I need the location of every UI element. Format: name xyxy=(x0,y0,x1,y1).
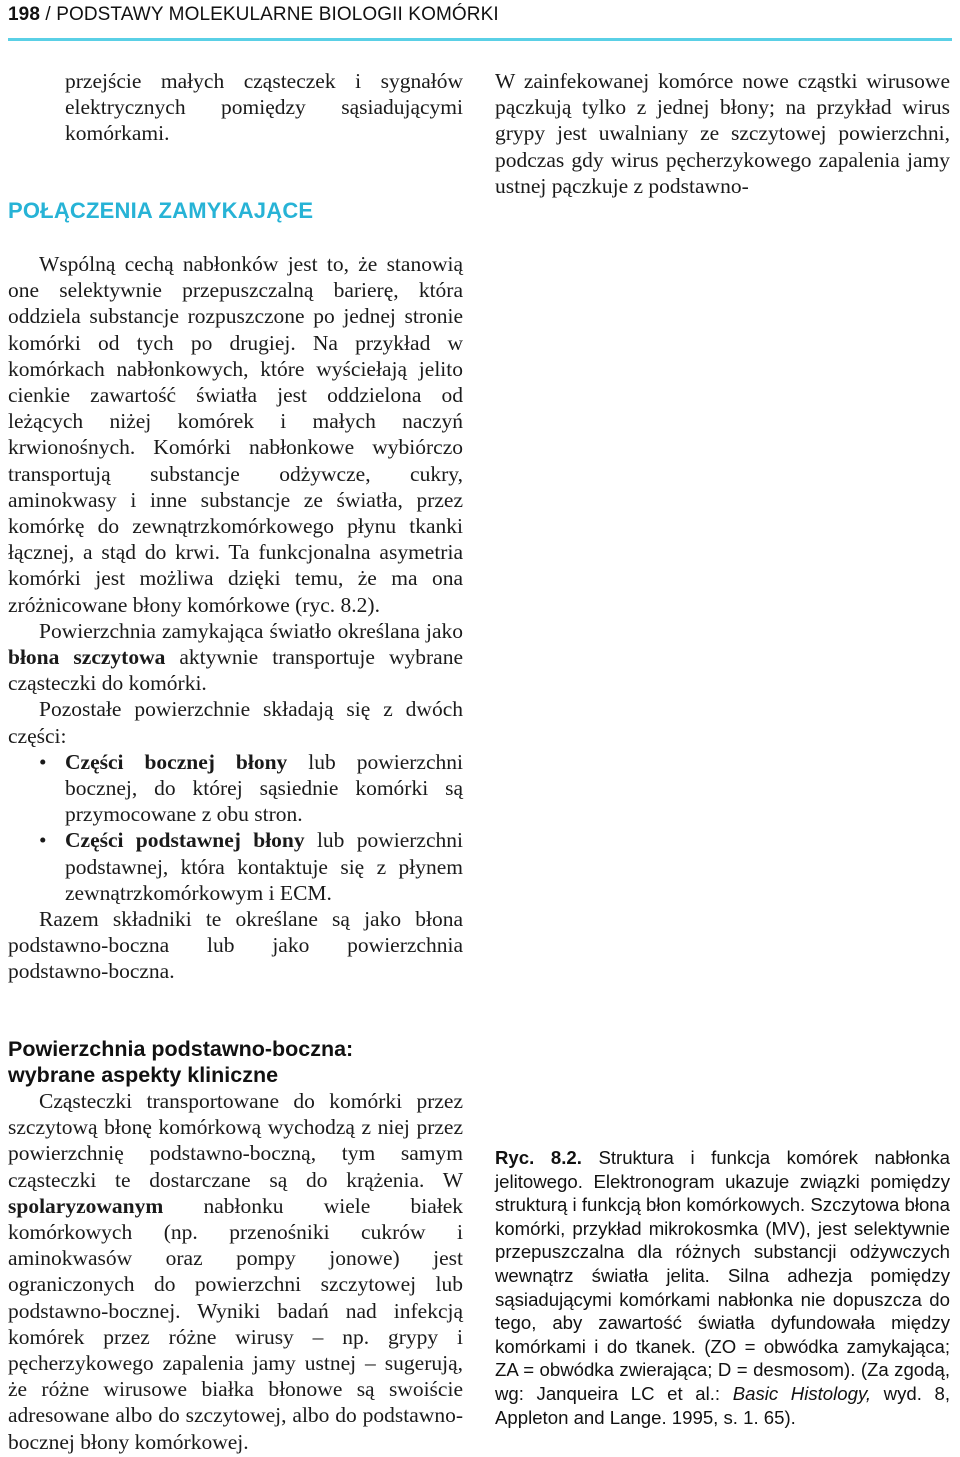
bullet-icon: • xyxy=(39,828,47,853)
right-column-top xyxy=(495,68,950,199)
list-item-basal: • Części podstawnej błony lub powierzchni podstawnej, która kontaktuje się z płynem zewnątrzkomórkowym i ECM. xyxy=(39,828,463,905)
paragraph-barrier: Wspólną cechą nabłonków jest to, że stanowią one selektywnie przepuszczalną barierę, która oddziela substancje rozpuszczone po jednej stronie komórki od tych po drugiej. Na przykład w komórkach nabłonkowych, które wyściełają jelito cienkie zawartość światła jest oddzielona od leżących niżej komórek i małych naczyń krwionośnych. Komórki nabłonkowe wybiórczo transportują substancje odżywcze, cukry, aminokwasy i inne substancje ze światła, przez komórkę do zewnątrzkomórkowego płynu tkanki łącznej, a stąd do krwi. Ta funkcjonalna asymetria komórki jest możliwa dzięki temu, że ma ona zróżnicowane błony komórkowe (ryc. 8.2). xyxy=(8,252,463,617)
left-column-main xyxy=(8,251,463,985)
page-number: 198 xyxy=(8,4,41,25)
term-lateral: Części bocznej błony xyxy=(65,749,288,774)
bullet-icon: • xyxy=(39,749,47,774)
paragraph-apical: Powierzchnia zamykająca światło określana jako błona szczytowa aktywnie transportuje wybrane cząsteczki do komórki. xyxy=(8,618,463,696)
header-rule xyxy=(8,38,952,41)
paragraph-basolateral: Razem składniki te określane są jako błona podstawno-boczna lub jako powierzchnia podstawno-boczna. xyxy=(8,907,463,984)
left-column-top xyxy=(65,68,463,147)
membrane-parts-list xyxy=(8,749,463,906)
figure-label: Ryc. 8.2. xyxy=(495,1147,582,1168)
clinical-heading-line1: Powierzchnia podstawno-boczna: xyxy=(8,1037,354,1061)
term-basal: Części podstawnej błony xyxy=(65,828,305,853)
continued-paragraph: przejście małych cząsteczek i sygnałów elektrycznych pomiędzy sąsiadującymi komórkami. xyxy=(65,69,463,146)
clinical-heading xyxy=(8,1036,463,1088)
paragraph-other-surfaces: Pozostałe powierzchnie składają się z dwóch części: xyxy=(8,697,463,748)
clinical-paragraph: Cząsteczki transportowane do komórki przez szczytową błonę komórkową wychodzą z niej przez powierzchnię podstawno-boczną, tym samym cząsteczki te dostarczane są do krążenia. W spolaryzowanym nabłonku wiele białek komórkowych (np. przenośniki cukrów i aminokwasów oraz pompy jonowe) jest ograniczonych do powierzchni szczytowej lub podstawno-bocznej. Wyniki badań nad infekcją komórek przez różne wirusy – np. grypy i pęcherzykowego zapalenia jamy ustnej – sugerują, że różne wirusowe białka błonowe są swoiście adresowane albo do szczytowej, albo do podstawno-bocznej błony komórkowej. xyxy=(8,1089,463,1454)
term-polarized: spolaryzowanym xyxy=(8,1193,164,1218)
list-item-lateral: • Części bocznej błony lub powierzchni bocznej, do której sąsiednie komórki są przymocowane z obu stron. xyxy=(39,749,463,827)
figure-caption: Ryc. 8.2. Struktura i funkcja komórek nabłonka jelitowego. Elektronogram ukazuje związki pomiędzy strukturą i funkcją błon komórkowych. Szczytowa błona komórki, przykład mikrokosmka (MV), jest selektywnie przepuszczalna dla różnych substancji odżywczych wewnątrz światła jelita. Silna adhezja pomiędzy sąsiadującymi komórkami nabłonka nie dopuszcza do tego, aby zawartość światła dyfundowała między komórkami i do tkanek. (ZO = obwódka zamykająca; ZA = obwódka zwierająca; D = desmosom). (Za zgodą, wg: Janqueira LC et al.: Basic Histology, wyd. 8, Appleton and Lange. 1995, s. 1. 65). xyxy=(495,1147,950,1428)
header-separator: / xyxy=(45,4,51,25)
section-heading: POŁĄCZENIA ZAMYKAJĄCE xyxy=(8,198,314,223)
header-title: PODSTAWY MOLEKULARNE BIOLOGII KOMÓRKI xyxy=(56,4,499,25)
running-header xyxy=(8,4,952,30)
term-apical-membrane: błona szczytowa xyxy=(8,645,166,670)
clinical-heading-line2: wybrane aspekty kliniczne xyxy=(8,1063,279,1087)
virus-budding-paragraph: W zainfekowanej komórce nowe cząstki wirusowe pączkują tylko z jednej błony; na przykład wirus grypy jest uwalniany ze szczytowej powierzchni, podczas gdy wirus pęcherzykowego zapalenia jamy ustnej pączkuje z podstawno- xyxy=(495,69,950,198)
clinical-box xyxy=(8,1088,463,1455)
book-title: Basic Histology, xyxy=(732,1382,872,1404)
